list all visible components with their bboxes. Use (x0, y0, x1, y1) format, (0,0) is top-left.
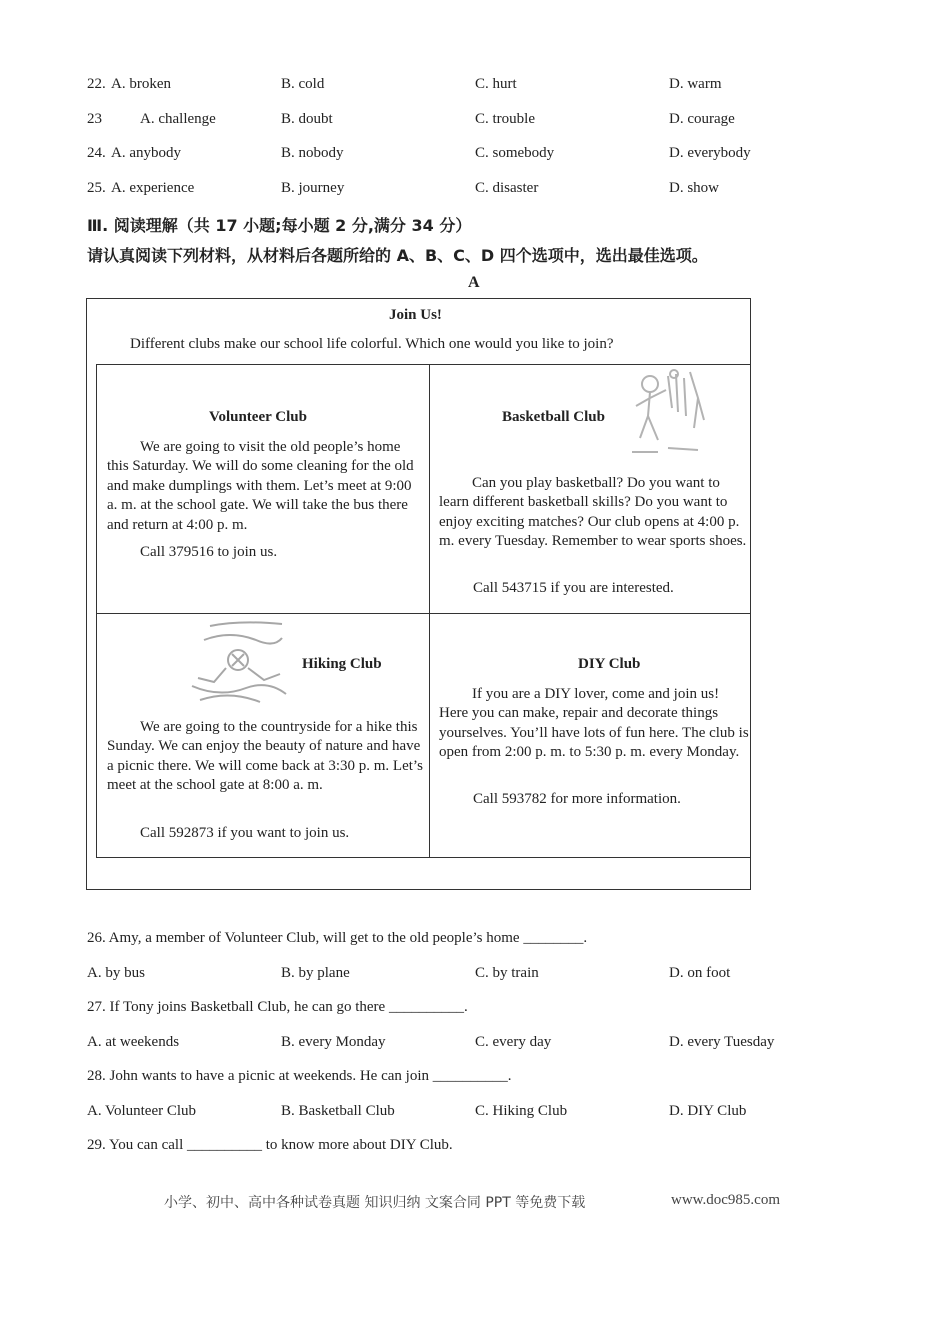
grid-divider-horizontal (96, 613, 751, 614)
footer-text: 小学、初中、高中各种试卷真题 知识归纳 文案合同 PPT 等免费下载 (164, 1195, 586, 1211)
club-call-basketball: Call 543715 if you are interested. (473, 580, 674, 596)
question-row-22 (87, 76, 847, 98)
club-name-volunteer: Volunteer Club (209, 409, 307, 425)
option-a: A. challenge (140, 111, 216, 127)
option-c: C. Hiking Club (475, 1103, 568, 1119)
option-c: C. hurt (475, 76, 517, 92)
option-a: A. at weekends (87, 1034, 180, 1050)
club-call-volunteer: Call 379516 to join us. (140, 544, 278, 560)
option-c: C. somebody (475, 145, 555, 161)
option-d: D. warm (669, 76, 722, 92)
hiking-image (190, 620, 288, 704)
club-text-diy: If you are a DIY lover, come and join us! Here you can make, repair and decorate things yourselves. You’ll have lots of fun here. The club is open from 2:00 p. m. to 5:30 p. m. every Monday. (439, 686, 749, 761)
option-d: D. every Tuesday (669, 1034, 775, 1050)
club-name-hiking: Hiking Club (302, 656, 382, 672)
club-text-basketball: Can you play basketball? Do you want to learn different basketball skills? Do you want to enjoy exciting matches? Our club opens at 4:00 p. m. every Tuesday. Remember to wear sports shoes. (439, 475, 747, 550)
option-c: C. by train (475, 965, 539, 981)
question-27-stem: 27. If Tony joins Basketball Club, he can go there __________. (87, 999, 468, 1015)
question-28-stem: 28. John wants to have a picnic at weekends. He can join __________. (87, 1068, 512, 1084)
option-b: B. journey (281, 180, 345, 196)
option-a: A. Volunteer Club (87, 1103, 197, 1119)
section-heading: Ⅲ. 阅读理解（共 17 小题;每小题 2 分,满分 34 分） (87, 216, 472, 235)
question-row-23 (87, 111, 847, 133)
club-call-diy: Call 593782 for more information. (473, 791, 681, 807)
option-c: C. disaster (475, 180, 539, 196)
option-b: B. doubt (281, 111, 333, 127)
club-name-diy: DIY Club (578, 656, 641, 672)
club-call-hiking: Call 592873 if you want to join us. (140, 825, 350, 841)
notice-intro: Different clubs make our school life colorful. Which one would you like to join? (130, 336, 614, 352)
option-b: B. nobody (281, 145, 344, 161)
option-d: D. everybody (669, 145, 751, 161)
question-row-25 (87, 180, 847, 202)
option-b: B. cold (281, 76, 325, 92)
question-number: 23 (87, 111, 102, 127)
option-d: D. courage (669, 111, 735, 127)
option-d: D. DIY Club (669, 1103, 747, 1119)
question-28-options (87, 1103, 847, 1125)
option-d: D. show (669, 180, 720, 196)
question-number: 22. (87, 76, 106, 92)
question-26-options (87, 965, 847, 987)
club-name-basketball: Basketball Club (502, 409, 605, 425)
question-number: 24. (87, 145, 106, 161)
option-b: B. Basketball Club (281, 1103, 395, 1119)
option-b: B. by plane (281, 965, 350, 981)
club-text-volunteer: We are going to visit the old people’s home this Saturday. We will do some cleaning for the old and make dumplings with them. Let’s meet at 9:00 a. m. at the school gate. We will take the bus there and return at 4:00 p. m. (107, 439, 414, 533)
option-a: A. anybody (111, 145, 181, 161)
option-a: A. by bus (87, 965, 145, 981)
option-c: C. every day (475, 1034, 552, 1050)
option-d: D. on foot (669, 965, 731, 981)
footer-link[interactable]: www.doc985.com (671, 1192, 781, 1208)
club-text-hiking: We are going to the countryside for a hike this Sunday. We can enjoy the beauty of nature and have a picnic there. We will come back at 3:30 p. m. Let’s meet at the school gate at 8:00 a. m. (107, 719, 423, 794)
question-number: 25. (87, 180, 106, 196)
question-29-stem: 29. You can call __________ to know more about DIY Club. (87, 1137, 453, 1153)
notice-title: Join Us! (389, 307, 442, 323)
passage-label: A (468, 274, 480, 291)
option-b: B. every Monday (281, 1034, 386, 1050)
question-row-24 (87, 145, 847, 167)
question-27-options (87, 1034, 847, 1056)
option-a: A. experience (111, 180, 195, 196)
option-c: C. trouble (475, 111, 535, 127)
basketball-player-image (628, 368, 708, 458)
grid-divider-vertical (429, 364, 430, 858)
question-26-stem: 26. Amy, a member of Volunteer Club, will get to the old people’s home ________. (87, 930, 588, 946)
section-instruction: 请认真阅读下列材料，从材料后各题所给的 A、B、C、D 四个选项中，选出最佳选项。 (87, 246, 708, 265)
option-a: A. broken (111, 76, 171, 92)
